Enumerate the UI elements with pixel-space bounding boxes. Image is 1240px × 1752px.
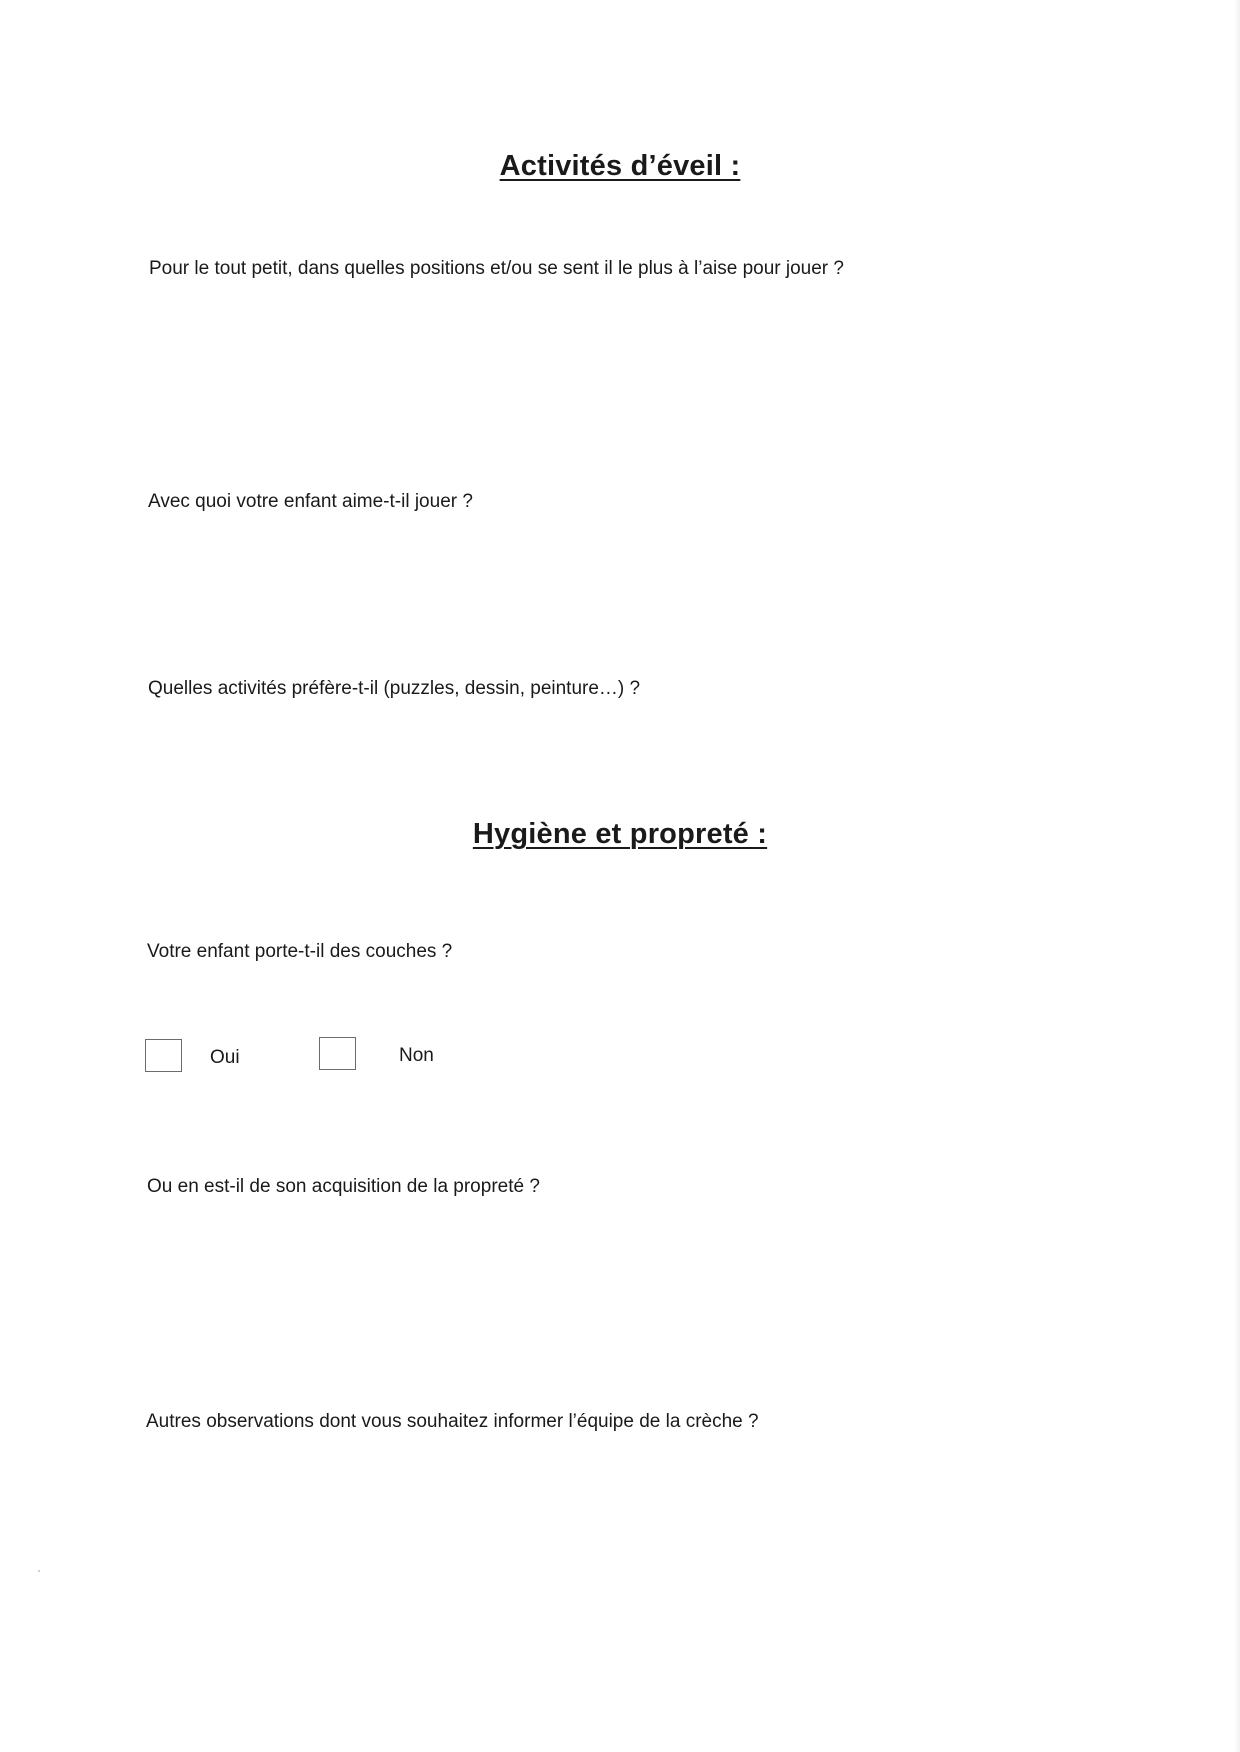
section-title-hygiene: Hygiène et propreté : (472, 818, 768, 850)
checkbox-non-label: Non (399, 1045, 434, 1066)
question-play-positions: Pour le tout petit, dans quelles positions et/ou se sent il le plus à l’aise pour jouer ? (149, 258, 844, 279)
checkbox-oui-label: Oui (210, 1047, 240, 1068)
scan-edge-shadow (1234, 0, 1240, 1752)
checkbox-oui[interactable] (145, 1039, 182, 1072)
question-other-observations: Autres observations dont vous souhaitez informer l’équipe de la crèche ? (146, 1411, 759, 1432)
scan-speck (38, 1570, 40, 1572)
question-diapers: Votre enfant porte-t-il des couches ? (147, 941, 453, 962)
question-potty-training: Ou en est-il de son acquisition de la propreté ? (147, 1176, 540, 1197)
section-title-eveil: Activités d’éveil : (499, 150, 741, 182)
question-preferred-activities: Quelles activités préfère-t-il (puzzles, dessin, peinture…) ? (148, 678, 641, 699)
question-play-with: Avec quoi votre enfant aime-t-il jouer ? (148, 491, 473, 512)
checkbox-non[interactable] (319, 1037, 356, 1070)
